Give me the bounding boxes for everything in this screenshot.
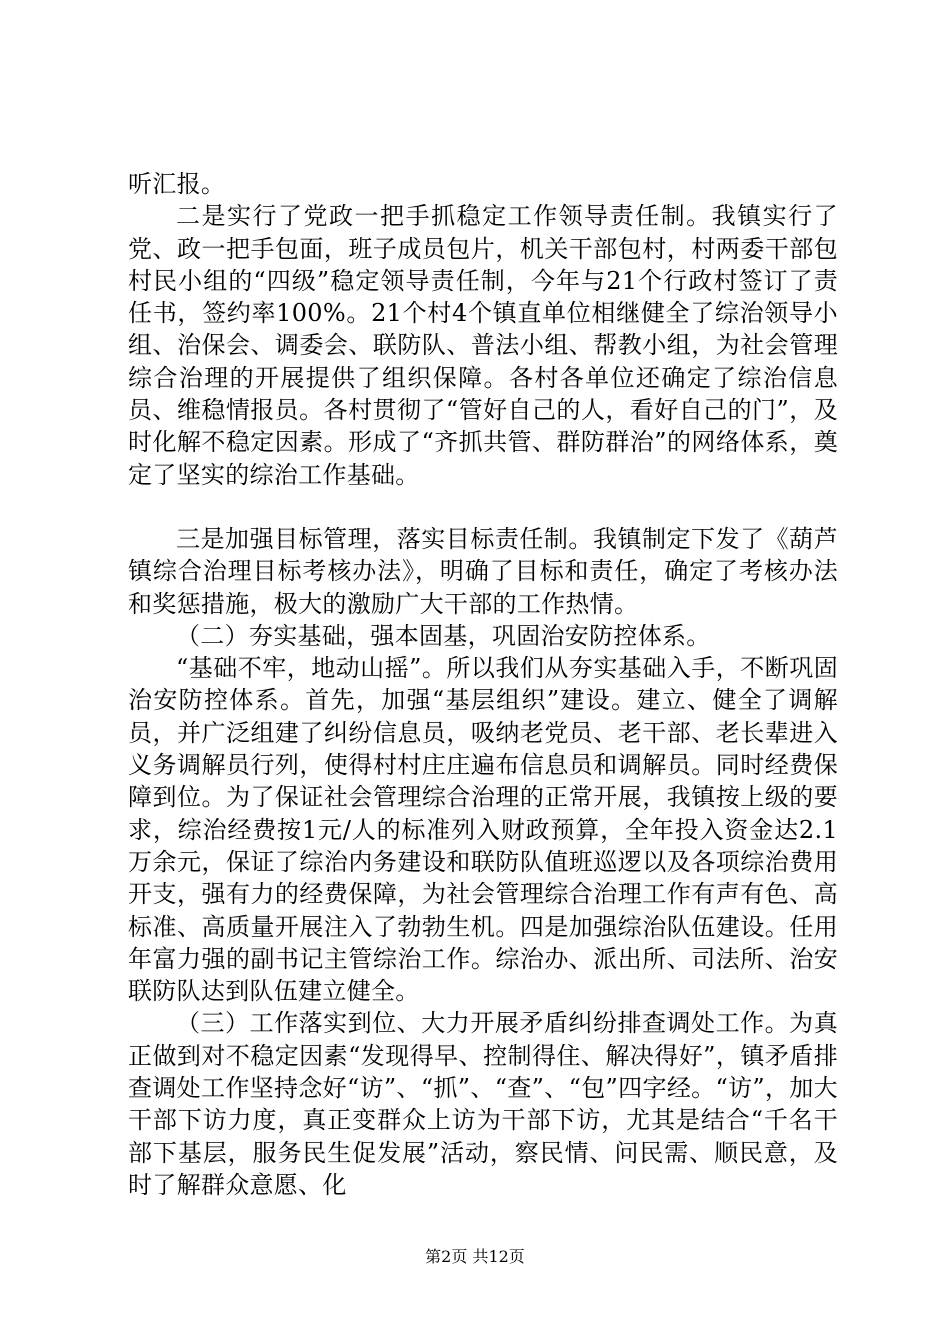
page-footer: 第2页 共12页	[425, 1247, 525, 1266]
document-body	[128, 168, 838, 1201]
paragraph-spacer	[128, 491, 838, 523]
paragraph-target-management: 三是加强目标管理，落实目标责任制。我镇制定下发了《葫芦镇综合治理目标考核办法》，明确了目标和责任，确定了考核办法和奖惩措施，极大的激励广大干部的工作热情。	[128, 524, 838, 618]
paragraph-foundation: “基础不牢，地动山摇”。所以我们从夯实基础入手，不断巩固治安防控体系。首先，加强“基层组织”建设。建立、健全了调解员，并广泛组建了纠纷信息员，吸纳老党员、老干部、老长辈进入义务调解员行列，使得村村庄庄遍布信息员和调解员。同时经费保障到位。为了保证社会管理综合治理的正常开展，我镇按上级的要求，综治经费按1元/人的标准列入财政预算，全年投入资金达2.1万余元，保证了综治内务建设和联防队值班巡逻以及各项综治费用开支，强有力的经费保障，为社会管理综合治理工作有声有色、高标准、高质量开展注入了勃勃生机。四是加强综治队伍建设。任用年富力强的副书记主管综治工作。综治办、派出所、司法所、治安联防队达到队伍建立健全。	[128, 654, 838, 1006]
section-heading-2: （二）夯实基础，强本固基，巩固治安防控体系。	[176, 621, 711, 650]
section-heading-3: （三）工作落实到位、大力开展矛盾纠纷排查调处工作。为真正做到对不稳定因素“发现得早、控制得住、解决得好”，镇矛盾排查调处工作坚持念好“访”、“抓”、“查”、“包”四字经。“访”，加大干部下访力度，真正变群众上访为干部下访，尤其是结合“千名干部下基层，服务民生促发展”活动，察民情、问民需、顺民意，及时了解群众意愿、化	[128, 1009, 838, 1199]
paragraph-continuation: 听汇报。	[128, 170, 226, 198]
paragraph-responsibility-system: 二是实行了党政一把手抓稳定工作领导责任制。我镇实行了党、政一把手包面，班子成员包片，机关干部包村，村两委干部包村民小组的“四级”稳定领导责任制，今年与21个行政村签订了责任书，签约率100%。21个村4个镇直单位相继健全了综治领导小组、治保会、调委会、联防队、普法小组、帮教小组，为社会管理综合治理的开展提供了组织保障。各村各单位还确定了综治信息员、维稳情报员。各村贯彻了“管好自己的人，看好自己的门”，及时化解不稳定因素。形成了“齐抓共管、群防群治”的网络体系，奠定了坚实的综治工作基础。	[128, 202, 838, 489]
